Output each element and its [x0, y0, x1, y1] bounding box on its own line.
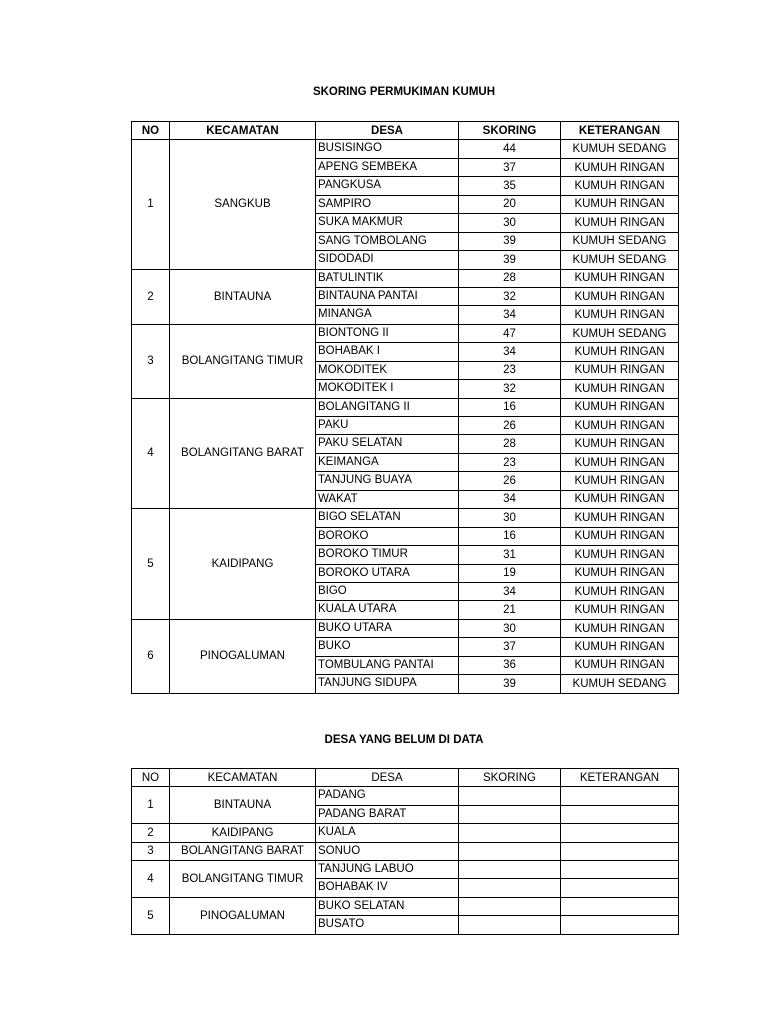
header-row [132, 769, 679, 787]
skoring-cell: 32 [459, 287, 561, 305]
skoring-cell: 28 [459, 435, 561, 453]
skoring-cell: 35 [459, 177, 561, 195]
skoring-cell: 34 [459, 490, 561, 508]
desa-cell: PADANG [316, 787, 459, 805]
skoring-cell [459, 897, 561, 915]
kecamatan-cell: BINTAUNA [170, 787, 316, 824]
skoring-cell [459, 860, 561, 878]
header-desa: DESA [316, 122, 459, 140]
table2-title: DESA YANG BELUM DI DATA [324, 734, 484, 746]
skoring-cell: 34 [459, 306, 561, 324]
keterangan-cell: KUMUH RINGAN [561, 601, 679, 619]
no-cell: 5 [132, 509, 170, 620]
desa-cell: BUKO SELATAN [316, 897, 459, 915]
no-cell: 6 [132, 619, 170, 693]
kecamatan-cell: BOLANGITANG TIMUR [170, 860, 316, 897]
header-skoring: SKORING [459, 769, 561, 787]
table-row [132, 398, 679, 416]
keterangan-cell: KUMUH SEDANG [561, 675, 679, 693]
keterangan-cell: KUMUH RINGAN [561, 472, 679, 490]
desa-cell: TANJUNG LABUO [316, 860, 459, 878]
header-no: NO [132, 769, 170, 787]
desa-cell: BIGO [316, 582, 459, 600]
header-kecamatan: KECAMATAN [170, 769, 316, 787]
table-row [132, 619, 679, 637]
no-cell: 3 [132, 324, 170, 398]
desa-cell: PADANG BARAT [316, 805, 459, 823]
desa-cell: SONUO [316, 842, 459, 860]
desa-cell: SANG TOMBOLANG [316, 232, 459, 250]
desa-cell: BOHABAK IV [316, 879, 459, 897]
skoring-cell: 19 [459, 564, 561, 582]
kecamatan-cell: KAIDIPANG [170, 824, 316, 842]
skoring-cell: 16 [459, 527, 561, 545]
skoring-cell: 37 [459, 638, 561, 656]
desa-cell: SAMPIRO [316, 195, 459, 213]
header-keterangan: KETERANGAN [561, 122, 679, 140]
desa-cell: BINTAUNA PANTAI [316, 287, 459, 305]
skoring-cell [459, 916, 561, 934]
desa-cell: BUKO UTARA [316, 619, 459, 637]
keterangan-cell [561, 860, 679, 878]
skoring-cell: 28 [459, 269, 561, 287]
keterangan-cell: KUMUH RINGAN [561, 287, 679, 305]
table-body [132, 140, 679, 693]
keterangan-cell: KUMUH RINGAN [561, 435, 679, 453]
table-row [132, 860, 679, 878]
kecamatan-cell: PINOGALUMAN [170, 619, 316, 693]
skoring-cell: 30 [459, 509, 561, 527]
keterangan-cell: KUMUH RINGAN [561, 490, 679, 508]
desa-cell: BIONTONG II [316, 324, 459, 342]
skoring-cell: 36 [459, 656, 561, 674]
header-row [132, 122, 679, 140]
unrecorded-table [131, 768, 679, 935]
desa-cell: KUALA UTARA [316, 601, 459, 619]
no-cell: 4 [132, 398, 170, 509]
keterangan-cell: KUMUH RINGAN [561, 306, 679, 324]
keterangan-cell: KUMUH RINGAN [561, 269, 679, 287]
keterangan-cell: KUMUH RINGAN [561, 509, 679, 527]
keterangan-cell: KUMUH RINGAN [561, 343, 679, 361]
header-keterangan: KETERANGAN [561, 769, 679, 787]
no-cell: 1 [132, 140, 170, 269]
table-row [132, 324, 679, 342]
table1-title: SKORING PERMUKIMAN KUMUH [312, 86, 496, 98]
keterangan-cell [561, 897, 679, 915]
desa-cell: SIDODADI [316, 251, 459, 269]
no-cell: 2 [132, 824, 170, 842]
skoring-cell: 31 [459, 546, 561, 564]
skoring-cell: 47 [459, 324, 561, 342]
skoring-cell: 16 [459, 398, 561, 416]
keterangan-cell: KUMUH RINGAN [561, 214, 679, 232]
keterangan-cell: KUMUH SEDANG [561, 232, 679, 250]
desa-cell: KUALA [316, 824, 459, 842]
skoring-cell: 26 [459, 472, 561, 490]
desa-cell: BUSATO [316, 916, 459, 934]
keterangan-cell: KUMUH RINGAN [561, 158, 679, 176]
keterangan-cell [561, 824, 679, 842]
table-row [132, 842, 679, 860]
header-kecamatan: KECAMATAN [170, 122, 316, 140]
keterangan-cell: KUMUH RINGAN [561, 564, 679, 582]
keterangan-cell: KUMUH SEDANG [561, 251, 679, 269]
desa-cell: MOKODITEK [316, 361, 459, 379]
desa-cell: BOROKO UTARA [316, 564, 459, 582]
table-row [132, 140, 679, 158]
skoring-cell: 30 [459, 619, 561, 637]
skoring-table [131, 121, 679, 694]
keterangan-cell: KUMUH SEDANG [561, 140, 679, 158]
table-row [132, 824, 679, 842]
desa-cell: WAKAT [316, 490, 459, 508]
kecamatan-cell: BOLANGITANG TIMUR [170, 324, 316, 398]
header-skoring: SKORING [459, 122, 561, 140]
skoring-cell: 34 [459, 582, 561, 600]
keterangan-cell: KUMUH RINGAN [561, 417, 679, 435]
keterangan-cell: KUMUH SEDANG [561, 324, 679, 342]
header-no: NO [132, 122, 170, 140]
desa-cell: BUSISINGO [316, 140, 459, 158]
desa-cell: PAKU [316, 417, 459, 435]
skoring-cell [459, 805, 561, 823]
desa-cell: BATULINTIK [316, 269, 459, 287]
desa-cell: TANJUNG SIDUPA [316, 675, 459, 693]
keterangan-cell: KUMUH RINGAN [561, 453, 679, 471]
keterangan-cell: KUMUH RINGAN [561, 527, 679, 545]
desa-cell: BOROKO [316, 527, 459, 545]
desa-cell: APENG SEMBEKA [316, 158, 459, 176]
keterangan-cell [561, 879, 679, 897]
kecamatan-cell: KAIDIPANG [170, 509, 316, 620]
table-body [132, 787, 679, 934]
skoring-cell: 23 [459, 361, 561, 379]
desa-cell: KEIMANGA [316, 453, 459, 471]
desa-cell: PAKU SELATAN [316, 435, 459, 453]
keterangan-cell: KUMUH RINGAN [561, 656, 679, 674]
kecamatan-cell: SANGKUB [170, 140, 316, 269]
keterangan-cell: KUMUH RINGAN [561, 619, 679, 637]
skoring-cell: 44 [459, 140, 561, 158]
keterangan-cell: KUMUH RINGAN [561, 361, 679, 379]
desa-cell: TANJUNG BUAYA [316, 472, 459, 490]
keterangan-cell: KUMUH RINGAN [561, 380, 679, 398]
table-row [132, 787, 679, 805]
skoring-cell [459, 787, 561, 805]
keterangan-cell: KUMUH RINGAN [561, 546, 679, 564]
skoring-cell [459, 824, 561, 842]
desa-cell: BUKO [316, 638, 459, 656]
desa-cell: BOROKO TIMUR [316, 546, 459, 564]
skoring-cell [459, 842, 561, 860]
skoring-cell: 34 [459, 343, 561, 361]
kecamatan-cell: BINTAUNA [170, 269, 316, 324]
skoring-cell [459, 879, 561, 897]
desa-cell: PANGKUSA [316, 177, 459, 195]
keterangan-cell: KUMUH RINGAN [561, 177, 679, 195]
skoring-cell: 37 [459, 158, 561, 176]
desa-cell: BOLANGITANG II [316, 398, 459, 416]
skoring-cell: 39 [459, 232, 561, 250]
skoring-cell: 39 [459, 675, 561, 693]
no-cell: 4 [132, 860, 170, 897]
table-row [132, 897, 679, 915]
no-cell: 5 [132, 897, 170, 934]
desa-cell: BIGO SELATAN [316, 509, 459, 527]
keterangan-cell: KUMUH RINGAN [561, 582, 679, 600]
kecamatan-cell: PINOGALUMAN [170, 897, 316, 934]
skoring-cell: 39 [459, 251, 561, 269]
kecamatan-cell: BOLANGITANG BARAT [170, 398, 316, 509]
table-row [132, 269, 679, 287]
header-desa: DESA [316, 769, 459, 787]
kecamatan-cell: BOLANGITANG BARAT [170, 842, 316, 860]
skoring-cell: 30 [459, 214, 561, 232]
keterangan-cell [561, 916, 679, 934]
skoring-cell: 23 [459, 453, 561, 471]
keterangan-cell: KUMUH RINGAN [561, 638, 679, 656]
no-cell: 1 [132, 787, 170, 824]
table-row [132, 509, 679, 527]
desa-cell: MOKODITEK I [316, 380, 459, 398]
no-cell: 3 [132, 842, 170, 860]
keterangan-cell [561, 787, 679, 805]
keterangan-cell: KUMUH RINGAN [561, 398, 679, 416]
keterangan-cell [561, 842, 679, 860]
skoring-cell: 32 [459, 380, 561, 398]
desa-cell: TOMBULANG PANTAI [316, 656, 459, 674]
keterangan-cell: KUMUH RINGAN [561, 195, 679, 213]
no-cell: 2 [132, 269, 170, 324]
skoring-cell: 26 [459, 417, 561, 435]
skoring-cell: 21 [459, 601, 561, 619]
desa-cell: SUKA MAKMUR [316, 214, 459, 232]
keterangan-cell [561, 805, 679, 823]
desa-cell: MINANGA [316, 306, 459, 324]
skoring-cell: 20 [459, 195, 561, 213]
desa-cell: BOHABAK I [316, 343, 459, 361]
